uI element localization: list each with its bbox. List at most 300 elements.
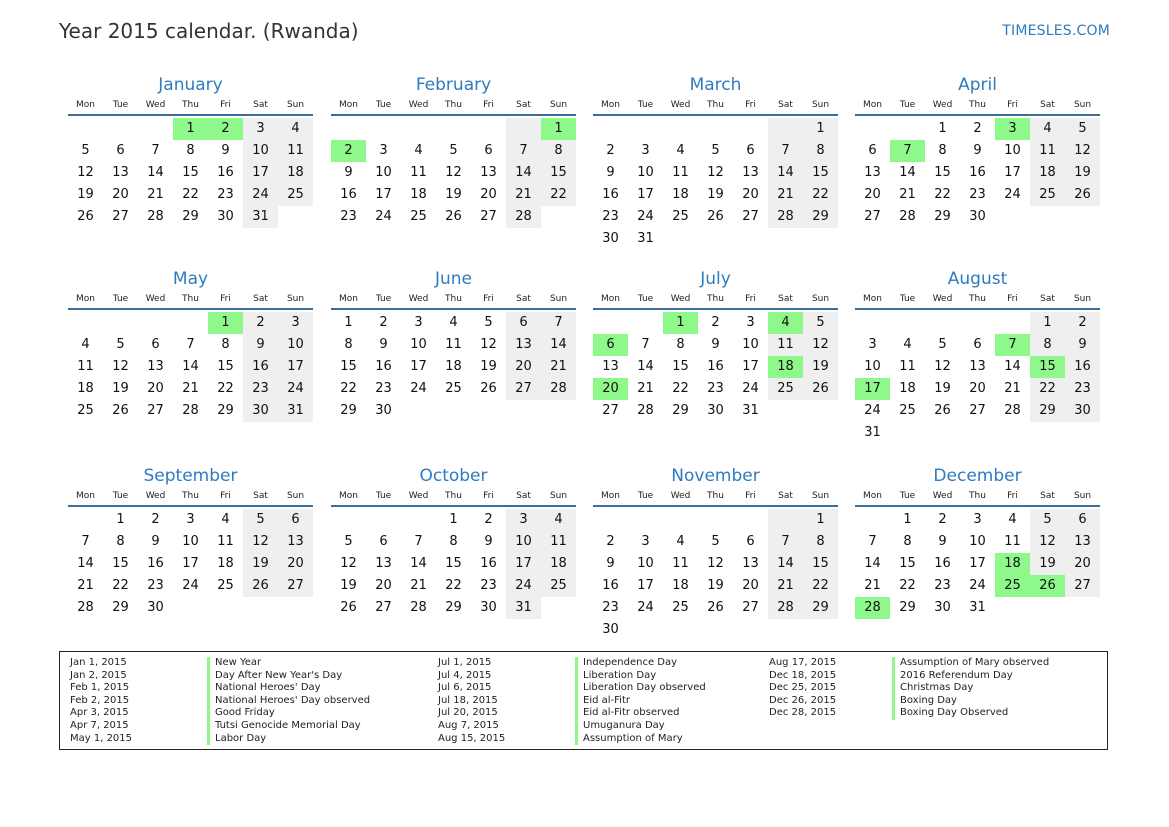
day-cell[interactable]: 15 — [445, 556, 462, 571]
day-cell[interactable]: 22 — [934, 187, 951, 202]
day-cell[interactable]: 10 — [864, 359, 881, 374]
day-cell[interactable]: 15 — [803, 553, 838, 575]
day-cell[interactable]: 5 — [803, 312, 838, 334]
day-cell[interactable]: 27 — [278, 575, 313, 597]
day-cell[interactable]: 21 — [899, 187, 916, 202]
day-cell[interactable]: 22 — [803, 575, 838, 597]
day-cell[interactable]: 9 — [221, 143, 230, 158]
day-cell[interactable]: 5 — [938, 337, 947, 352]
day-cell[interactable]: 20 — [1065, 553, 1100, 575]
day-cell[interactable]: 2 — [484, 512, 493, 527]
day-cell[interactable]: 7 — [151, 143, 160, 158]
day-cell[interactable]: 1 — [803, 509, 838, 531]
day-cell[interactable]: 20 — [375, 578, 392, 593]
day-cell[interactable]: 23 — [375, 381, 392, 396]
day-cell[interactable]: 16 — [375, 359, 392, 374]
day-cell[interactable]: 30 — [602, 622, 619, 637]
day-cell[interactable]: 20 — [480, 187, 497, 202]
day-cell[interactable]: 10 — [637, 556, 654, 571]
day-cell[interactable]: 30 — [707, 403, 724, 418]
day-cell[interactable]: 1 — [344, 315, 353, 330]
day-cell[interactable]: 25 — [1030, 184, 1065, 206]
day-cell[interactable]: 28 — [182, 403, 199, 418]
day-cell[interactable]: 20 — [969, 381, 986, 396]
day-cell[interactable]: 8 — [938, 143, 947, 158]
day-cell[interactable]: 19 — [1065, 162, 1100, 184]
holiday-day-cell[interactable]: 3 — [995, 118, 1030, 140]
holiday-day-cell[interactable]: 4 — [768, 312, 803, 334]
day-cell[interactable]: 24 — [410, 381, 427, 396]
day-cell[interactable]: 1 — [449, 512, 458, 527]
day-cell[interactable]: 7 — [81, 534, 90, 549]
day-cell[interactable]: 11 — [445, 337, 462, 352]
day-cell[interactable]: 27 — [480, 209, 497, 224]
day-cell[interactable]: 14 — [410, 556, 427, 571]
day-cell[interactable]: 2 — [938, 512, 947, 527]
day-cell[interactable]: 26 — [243, 575, 278, 597]
day-cell[interactable]: 9 — [973, 143, 982, 158]
day-cell[interactable]: 21 — [768, 575, 803, 597]
day-cell[interactable]: 19 — [480, 359, 497, 374]
day-cell[interactable]: 21 — [864, 578, 881, 593]
day-cell[interactable]: 30 — [375, 403, 392, 418]
day-cell[interactable]: 24 — [375, 209, 392, 224]
day-cell[interactable]: 10 — [278, 334, 313, 356]
day-cell[interactable]: 29 — [672, 403, 689, 418]
day-cell[interactable]: 2 — [151, 512, 160, 527]
day-cell[interactable]: 11 — [1004, 534, 1021, 549]
day-cell[interactable]: 26 — [707, 600, 724, 615]
day-cell[interactable]: 12 — [480, 337, 497, 352]
day-cell[interactable]: 31 — [864, 425, 881, 440]
day-cell[interactable]: 23 — [602, 209, 619, 224]
day-cell[interactable]: 9 — [484, 534, 493, 549]
day-cell[interactable]: 15 — [934, 165, 951, 180]
day-cell[interactable]: 25 — [410, 209, 427, 224]
day-cell[interactable]: 5 — [484, 315, 493, 330]
day-cell[interactable]: 4 — [414, 143, 423, 158]
day-cell[interactable]: 19 — [243, 553, 278, 575]
day-cell[interactable]: 7 — [641, 337, 650, 352]
day-cell[interactable]: 1 — [903, 512, 912, 527]
day-cell[interactable]: 6 — [868, 143, 877, 158]
day-cell[interactable]: 22 — [672, 381, 689, 396]
day-cell[interactable]: 2 — [711, 315, 720, 330]
day-cell[interactable]: 22 — [217, 381, 234, 396]
day-cell[interactable]: 25 — [899, 403, 916, 418]
day-cell[interactable]: 5 — [243, 509, 278, 531]
day-cell[interactable]: 19 — [445, 187, 462, 202]
day-cell[interactable]: 3 — [186, 512, 195, 527]
day-cell[interactable]: 18 — [899, 381, 916, 396]
day-cell[interactable]: 16 — [934, 556, 951, 571]
day-cell[interactable]: 3 — [243, 118, 278, 140]
day-cell[interactable]: 26 — [445, 209, 462, 224]
day-cell[interactable]: 10 — [506, 531, 541, 553]
day-cell[interactable]: 5 — [711, 143, 720, 158]
day-cell[interactable]: 14 — [864, 556, 881, 571]
day-cell[interactable]: 8 — [116, 534, 125, 549]
day-cell[interactable]: 8 — [541, 140, 576, 162]
day-cell[interactable]: 30 — [480, 600, 497, 615]
day-cell[interactable]: 6 — [746, 143, 755, 158]
day-cell[interactable]: 9 — [379, 337, 388, 352]
day-cell[interactable]: 16 — [217, 165, 234, 180]
day-cell[interactable]: 22 — [541, 184, 576, 206]
day-cell[interactable]: 24 — [506, 575, 541, 597]
day-cell[interactable]: 6 — [1065, 509, 1100, 531]
holiday-day-cell[interactable]: 1 — [173, 118, 208, 140]
day-cell[interactable]: 24 — [969, 578, 986, 593]
day-cell[interactable]: 5 — [711, 534, 720, 549]
day-cell[interactable]: 3 — [278, 312, 313, 334]
day-cell[interactable]: 24 — [243, 184, 278, 206]
day-cell[interactable]: 8 — [803, 531, 838, 553]
day-cell[interactable]: 19 — [803, 356, 838, 378]
day-cell[interactable]: 25 — [672, 209, 689, 224]
day-cell[interactable]: 4 — [541, 509, 576, 531]
day-cell[interactable]: 2 — [606, 143, 615, 158]
holiday-day-cell[interactable]: 26 — [1030, 575, 1065, 597]
day-cell[interactable]: 17 — [278, 356, 313, 378]
holiday-day-cell[interactable]: 2 — [331, 140, 366, 162]
day-cell[interactable]: 16 — [1065, 356, 1100, 378]
day-cell[interactable]: 30 — [969, 209, 986, 224]
day-cell[interactable]: 27 — [1065, 575, 1100, 597]
day-cell[interactable]: 1 — [938, 121, 947, 136]
day-cell[interactable]: 5 — [81, 143, 90, 158]
day-cell[interactable]: 17 — [1004, 165, 1021, 180]
day-cell[interactable]: 17 — [637, 578, 654, 593]
day-cell[interactable]: 6 — [278, 509, 313, 531]
day-cell[interactable]: 10 — [742, 337, 759, 352]
day-cell[interactable]: 21 — [637, 381, 654, 396]
day-cell[interactable]: 22 — [340, 381, 357, 396]
day-cell[interactable]: 30 — [934, 600, 951, 615]
day-cell[interactable]: 15 — [217, 359, 234, 374]
day-cell[interactable]: 5 — [1030, 509, 1065, 531]
day-cell[interactable]: 13 — [1065, 531, 1100, 553]
holiday-day-cell[interactable]: 18 — [768, 356, 803, 378]
day-cell[interactable]: 12 — [803, 334, 838, 356]
day-cell[interactable]: 14 — [182, 359, 199, 374]
day-cell[interactable]: 4 — [676, 143, 685, 158]
day-cell[interactable]: 28 — [147, 209, 164, 224]
day-cell[interactable]: 27 — [864, 209, 881, 224]
day-cell[interactable]: 13 — [278, 531, 313, 553]
day-cell[interactable]: 4 — [278, 118, 313, 140]
day-cell[interactable]: 5 — [449, 143, 458, 158]
day-cell[interactable]: 8 — [676, 337, 685, 352]
day-cell[interactable]: 14 — [637, 359, 654, 374]
day-cell[interactable]: 26 — [77, 209, 94, 224]
day-cell[interactable]: 23 — [217, 187, 234, 202]
day-cell[interactable]: 11 — [1030, 140, 1065, 162]
day-cell[interactable]: 21 — [768, 184, 803, 206]
day-cell[interactable]: 10 — [375, 165, 392, 180]
day-cell[interactable]: 3 — [379, 143, 388, 158]
day-cell[interactable]: 3 — [506, 509, 541, 531]
day-cell[interactable]: 9 — [1065, 334, 1100, 356]
day-cell[interactable]: 14 — [768, 553, 803, 575]
day-cell[interactable]: 28 — [768, 597, 803, 619]
day-cell[interactable]: 19 — [707, 578, 724, 593]
day-cell[interactable]: 22 — [1030, 378, 1065, 400]
day-cell[interactable]: 25 — [445, 381, 462, 396]
day-cell[interactable]: 27 — [742, 600, 759, 615]
day-cell[interactable]: 31 — [637, 231, 654, 246]
day-cell[interactable]: 15 — [182, 165, 199, 180]
day-cell[interactable]: 11 — [768, 334, 803, 356]
day-cell[interactable]: 3 — [746, 315, 755, 330]
day-cell[interactable]: 21 — [541, 356, 576, 378]
day-cell[interactable]: 12 — [707, 556, 724, 571]
day-cell[interactable]: 23 — [340, 209, 357, 224]
day-cell[interactable]: 30 — [1065, 400, 1100, 422]
day-cell[interactable]: 26 — [112, 403, 129, 418]
holiday-day-cell[interactable]: 25 — [995, 575, 1030, 597]
day-cell[interactable]: 11 — [899, 359, 916, 374]
day-cell[interactable]: 6 — [484, 143, 493, 158]
day-cell[interactable]: 31 — [243, 206, 278, 228]
day-cell[interactable]: 27 — [375, 600, 392, 615]
day-cell[interactable]: 3 — [868, 337, 877, 352]
day-cell[interactable]: 15 — [340, 359, 357, 374]
day-cell[interactable]: 18 — [672, 578, 689, 593]
day-cell[interactable]: 16 — [707, 359, 724, 374]
day-cell[interactable]: 26 — [803, 378, 838, 400]
day-cell[interactable]: 29 — [112, 600, 129, 615]
day-cell[interactable]: 19 — [707, 187, 724, 202]
day-cell[interactable]: 13 — [112, 165, 129, 180]
day-cell[interactable]: 25 — [541, 575, 576, 597]
day-cell[interactable]: 17 — [243, 162, 278, 184]
day-cell[interactable]: 29 — [1030, 400, 1065, 422]
day-cell[interactable]: 25 — [768, 378, 803, 400]
day-cell[interactable]: 1 — [116, 512, 125, 527]
day-cell[interactable]: 23 — [934, 578, 951, 593]
day-cell[interactable]: 23 — [1065, 378, 1100, 400]
day-cell[interactable]: 1 — [803, 118, 838, 140]
day-cell[interactable]: 8 — [803, 140, 838, 162]
day-cell[interactable]: 2 — [1065, 312, 1100, 334]
day-cell[interactable]: 13 — [742, 165, 759, 180]
day-cell[interactable]: 9 — [344, 165, 353, 180]
site-link[interactable]: TIMESLES.COM — [1002, 23, 1110, 39]
day-cell[interactable]: 28 — [541, 378, 576, 400]
day-cell[interactable]: 18 — [278, 162, 313, 184]
day-cell[interactable]: 23 — [707, 381, 724, 396]
day-cell[interactable]: 26 — [1065, 184, 1100, 206]
day-cell[interactable]: 29 — [182, 209, 199, 224]
day-cell[interactable]: 8 — [186, 143, 195, 158]
holiday-day-cell[interactable]: 6 — [593, 334, 628, 356]
day-cell[interactable]: 3 — [641, 143, 650, 158]
day-cell[interactable]: 29 — [803, 597, 838, 619]
day-cell[interactable]: 7 — [414, 534, 423, 549]
day-cell[interactable]: 8 — [1030, 334, 1065, 356]
day-cell[interactable]: 25 — [77, 403, 94, 418]
day-cell[interactable]: 6 — [379, 534, 388, 549]
day-cell[interactable]: 10 — [637, 165, 654, 180]
day-cell[interactable]: 12 — [445, 165, 462, 180]
day-cell[interactable]: 27 — [742, 209, 759, 224]
holiday-day-cell[interactable]: 15 — [1030, 356, 1065, 378]
day-cell[interactable]: 7 — [868, 534, 877, 549]
day-cell[interactable]: 22 — [112, 578, 129, 593]
day-cell[interactable]: 13 — [602, 359, 619, 374]
holiday-day-cell[interactable]: 1 — [208, 312, 243, 334]
day-cell[interactable]: 20 — [278, 553, 313, 575]
day-cell[interactable]: 10 — [182, 534, 199, 549]
day-cell[interactable]: 11 — [217, 534, 234, 549]
day-cell[interactable]: 27 — [506, 378, 541, 400]
day-cell[interactable]: 19 — [112, 381, 129, 396]
day-cell[interactable]: 31 — [742, 403, 759, 418]
holiday-day-cell[interactable]: 18 — [995, 553, 1030, 575]
day-cell[interactable]: 19 — [77, 187, 94, 202]
holiday-day-cell[interactable]: 1 — [663, 312, 698, 334]
day-cell[interactable]: 2 — [606, 534, 615, 549]
day-cell[interactable]: 7 — [768, 140, 803, 162]
holiday-day-cell[interactable]: 7 — [890, 140, 925, 162]
day-cell[interactable]: 20 — [112, 187, 129, 202]
day-cell[interactable]: 16 — [147, 556, 164, 571]
day-cell[interactable]: 11 — [77, 359, 94, 374]
day-cell[interactable]: 14 — [1004, 359, 1021, 374]
day-cell[interactable]: 22 — [899, 578, 916, 593]
day-cell[interactable]: 31 — [278, 400, 313, 422]
day-cell[interactable]: 4 — [221, 512, 230, 527]
day-cell[interactable]: 30 — [217, 209, 234, 224]
day-cell[interactable]: 29 — [340, 403, 357, 418]
day-cell[interactable]: 24 — [1004, 187, 1021, 202]
day-cell[interactable]: 18 — [541, 553, 576, 575]
day-cell[interactable]: 27 — [112, 209, 129, 224]
day-cell[interactable]: 4 — [676, 534, 685, 549]
day-cell[interactable]: 14 — [541, 334, 576, 356]
day-cell[interactable]: 24 — [742, 381, 759, 396]
day-cell[interactable]: 16 — [243, 356, 278, 378]
day-cell[interactable]: 23 — [243, 378, 278, 400]
day-cell[interactable]: 4 — [81, 337, 90, 352]
day-cell[interactable]: 12 — [934, 359, 951, 374]
day-cell[interactable]: 16 — [480, 556, 497, 571]
day-cell[interactable]: 17 — [969, 556, 986, 571]
day-cell[interactable]: 21 — [182, 381, 199, 396]
day-cell[interactable]: 3 — [641, 534, 650, 549]
day-cell[interactable]: 8 — [449, 534, 458, 549]
day-cell[interactable]: 30 — [243, 400, 278, 422]
day-cell[interactable]: 30 — [147, 600, 164, 615]
day-cell[interactable]: 24 — [864, 403, 881, 418]
day-cell[interactable]: 22 — [182, 187, 199, 202]
day-cell[interactable]: 9 — [711, 337, 720, 352]
day-cell[interactable]: 16 — [602, 578, 619, 593]
day-cell[interactable]: 28 — [506, 206, 541, 228]
day-cell[interactable]: 27 — [602, 403, 619, 418]
holiday-day-cell[interactable]: 7 — [995, 334, 1030, 356]
day-cell[interactable]: 4 — [1030, 118, 1065, 140]
day-cell[interactable]: 17 — [637, 187, 654, 202]
day-cell[interactable]: 9 — [151, 534, 160, 549]
day-cell[interactable]: 28 — [637, 403, 654, 418]
day-cell[interactable]: 29 — [899, 600, 916, 615]
day-cell[interactable]: 21 — [1004, 381, 1021, 396]
day-cell[interactable]: 28 — [1004, 403, 1021, 418]
day-cell[interactable]: 27 — [147, 403, 164, 418]
day-cell[interactable]: 13 — [864, 165, 881, 180]
day-cell[interactable]: 18 — [672, 187, 689, 202]
day-cell[interactable]: 28 — [899, 209, 916, 224]
day-cell[interactable]: 21 — [410, 578, 427, 593]
day-cell[interactable]: 8 — [221, 337, 230, 352]
day-cell[interactable]: 6 — [973, 337, 982, 352]
day-cell[interactable]: 18 — [1030, 162, 1065, 184]
day-cell[interactable]: 12 — [340, 556, 357, 571]
day-cell[interactable]: 28 — [77, 600, 94, 615]
day-cell[interactable]: 12 — [243, 531, 278, 553]
day-cell[interactable]: 19 — [1030, 553, 1065, 575]
day-cell[interactable]: 17 — [410, 359, 427, 374]
day-cell[interactable]: 5 — [344, 534, 353, 549]
day-cell[interactable]: 15 — [672, 359, 689, 374]
day-cell[interactable]: 21 — [77, 578, 94, 593]
day-cell[interactable]: 6 — [506, 312, 541, 334]
day-cell[interactable]: 14 — [506, 162, 541, 184]
day-cell[interactable]: 2 — [973, 121, 982, 136]
day-cell[interactable]: 3 — [414, 315, 423, 330]
day-cell[interactable]: 20 — [742, 578, 759, 593]
holiday-day-cell[interactable]: 1 — [541, 118, 576, 140]
day-cell[interactable]: 31 — [969, 600, 986, 615]
day-cell[interactable]: 9 — [606, 165, 615, 180]
day-cell[interactable]: 7 — [768, 531, 803, 553]
day-cell[interactable]: 13 — [375, 556, 392, 571]
day-cell[interactable]: 2 — [379, 315, 388, 330]
day-cell[interactable]: 15 — [899, 556, 916, 571]
day-cell[interactable]: 17 — [182, 556, 199, 571]
day-cell[interactable]: 15 — [112, 556, 129, 571]
day-cell[interactable]: 20 — [864, 187, 881, 202]
day-cell[interactable]: 26 — [340, 600, 357, 615]
day-cell[interactable]: 1 — [1030, 312, 1065, 334]
day-cell[interactable]: 28 — [410, 600, 427, 615]
day-cell[interactable]: 24 — [637, 209, 654, 224]
day-cell[interactable]: 25 — [278, 184, 313, 206]
day-cell[interactable]: 29 — [934, 209, 951, 224]
day-cell[interactable]: 18 — [445, 359, 462, 374]
day-cell[interactable]: 7 — [541, 312, 576, 334]
day-cell[interactable]: 2 — [243, 312, 278, 334]
day-cell[interactable]: 8 — [344, 337, 353, 352]
day-cell[interactable]: 27 — [969, 403, 986, 418]
day-cell[interactable]: 13 — [506, 334, 541, 356]
day-cell[interactable]: 26 — [480, 381, 497, 396]
holiday-day-cell[interactable]: 2 — [208, 118, 243, 140]
day-cell[interactable]: 10 — [410, 337, 427, 352]
day-cell[interactable]: 14 — [147, 165, 164, 180]
day-cell[interactable]: 7 — [506, 140, 541, 162]
day-cell[interactable]: 6 — [116, 143, 125, 158]
day-cell[interactable]: 14 — [768, 162, 803, 184]
day-cell[interactable]: 23 — [602, 600, 619, 615]
day-cell[interactable]: 23 — [969, 187, 986, 202]
day-cell[interactable]: 14 — [899, 165, 916, 180]
day-cell[interactable]: 9 — [606, 556, 615, 571]
day-cell[interactable]: 26 — [707, 209, 724, 224]
day-cell[interactable]: 22 — [803, 184, 838, 206]
